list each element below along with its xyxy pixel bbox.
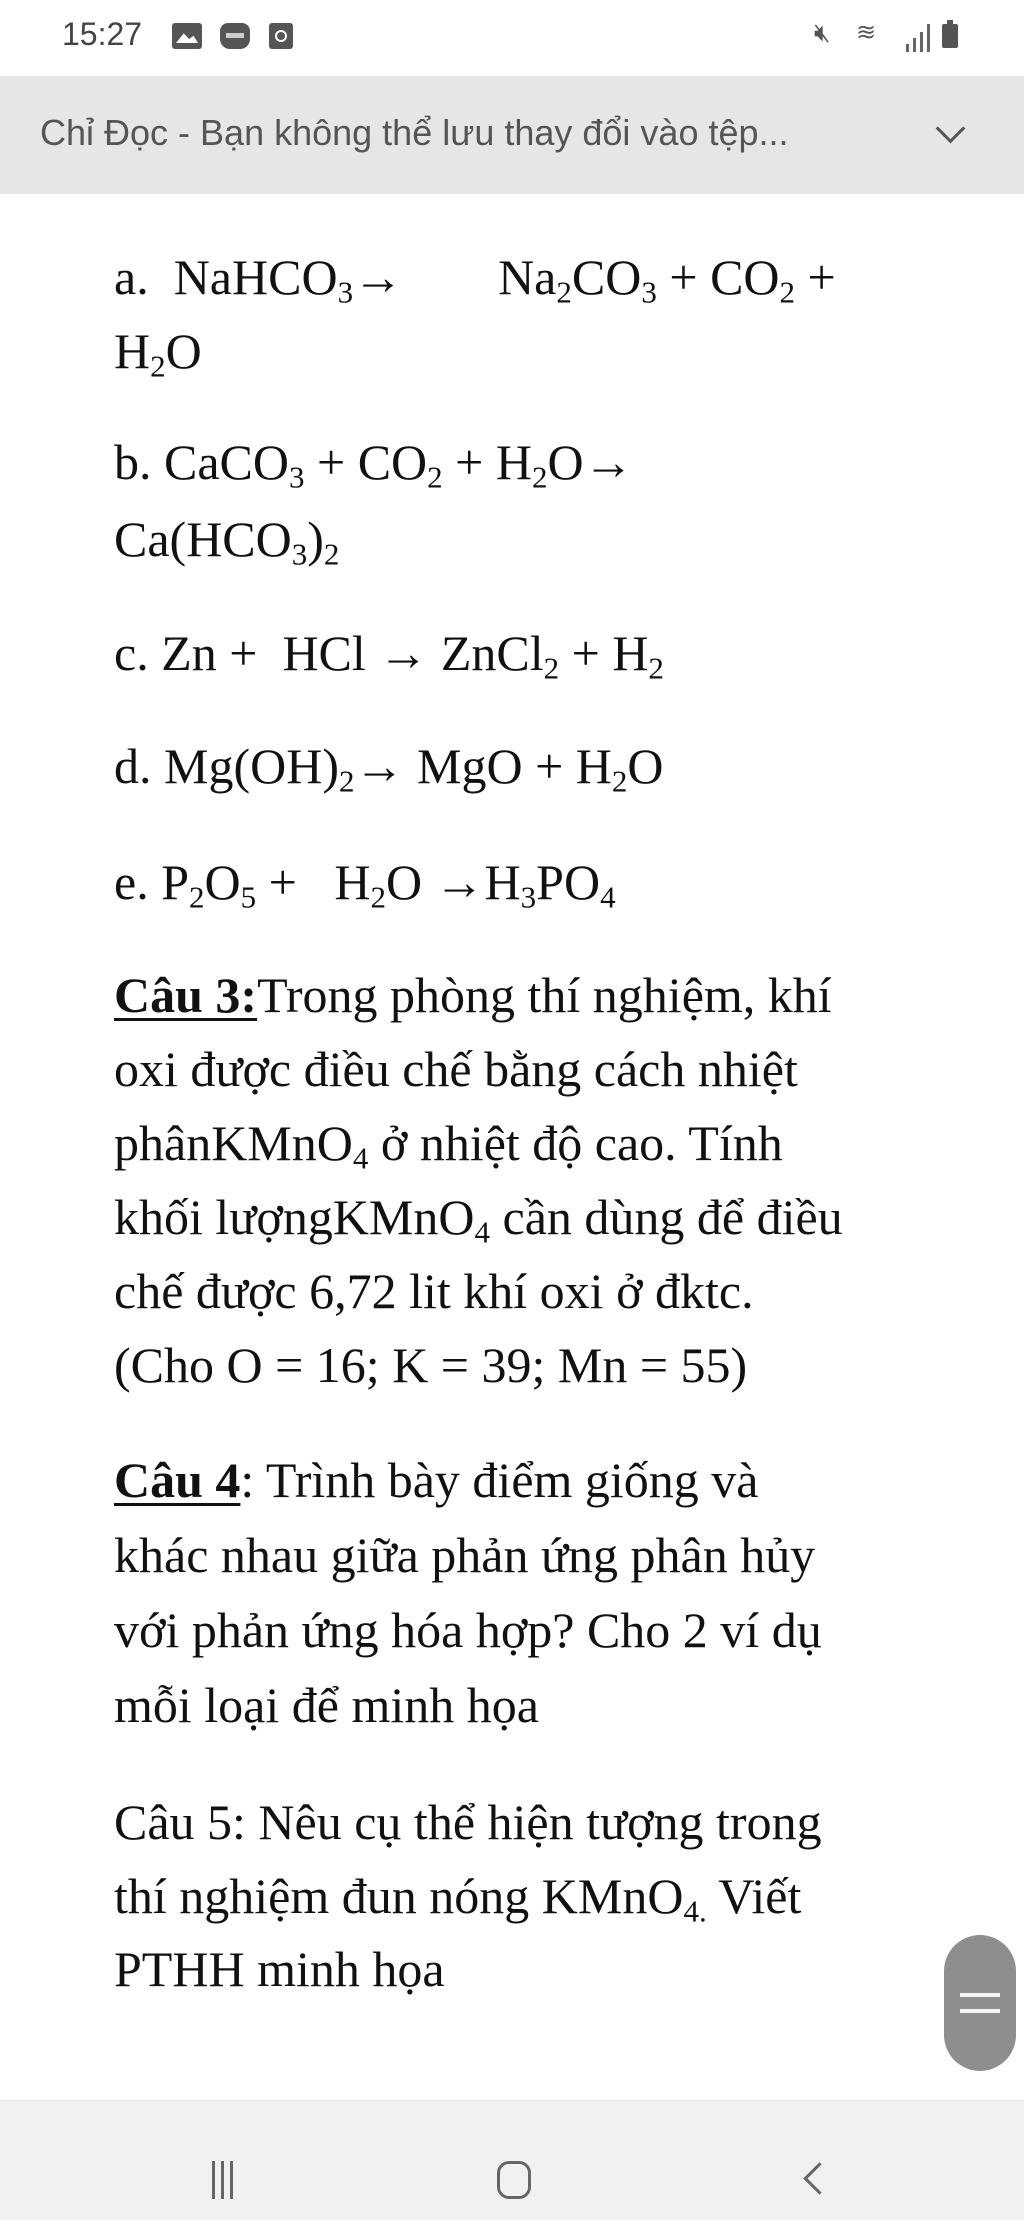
formula: O <box>627 738 664 794</box>
question-3-line5 <box>114 1254 754 1328</box>
question-text: chế được 6,72 lit khí oxi ở đktc. <box>114 1263 754 1319</box>
formula: MgO <box>416 738 523 794</box>
subscript: 2 <box>543 650 560 686</box>
formula: H <box>612 625 649 681</box>
formula: H <box>114 323 151 379</box>
subscript: 2 <box>556 274 572 310</box>
plus: + <box>229 625 258 681</box>
plus: + <box>669 249 698 305</box>
equation-a-line1 <box>114 240 836 314</box>
subscript: 2 <box>427 459 443 495</box>
question-4-line2 <box>114 1518 815 1592</box>
subscript: 4 <box>474 1214 490 1250</box>
arrow-icon: → <box>378 625 429 681</box>
formula: CaCO <box>164 434 289 490</box>
record-icon <box>269 23 293 49</box>
question-3-line4 <box>114 1180 843 1254</box>
question-5-line1 <box>114 1785 822 1859</box>
formula: CO <box>710 249 780 305</box>
question-4-line1 <box>114 1443 759 1517</box>
home-icon[interactable] <box>497 2161 531 2199</box>
question-3-line1 <box>114 958 832 1032</box>
subscript: 2 <box>648 650 664 686</box>
equation-d <box>114 729 663 803</box>
subscript: 2 <box>611 763 628 799</box>
banner-text: Chỉ Đọc - Bạn không thể lưu thay đổi vào tệp... <box>40 112 789 153</box>
recent-apps-icon[interactable] <box>212 2161 234 2201</box>
subscript: 2 <box>189 879 205 915</box>
formula: Zn <box>161 625 217 681</box>
formula: H <box>495 434 532 490</box>
equation-b-line1 <box>114 425 634 499</box>
question-text: thí nghiệm đun nóng KMnO <box>114 1868 684 1924</box>
formula: O <box>385 854 423 910</box>
equation-e <box>114 845 616 919</box>
back-icon[interactable] <box>803 2162 836 2195</box>
formula: O <box>547 434 584 490</box>
question-4-line3 <box>114 1593 822 1667</box>
question-text: : Trình bày điểm giống và <box>240 1452 759 1508</box>
question-text: ở nhiệt độ cao. Tính <box>368 1115 783 1171</box>
question-text: oxi được điều chế bằng cách nhiệt <box>114 1041 798 1097</box>
plus: + <box>535 738 564 794</box>
equation-label: b. <box>114 434 152 490</box>
subscript: 4 <box>600 879 616 915</box>
question-text: khối lượngKMnO <box>114 1189 475 1245</box>
question-text: (Cho O = 16; K = 39; Mn = 55) <box>114 1337 748 1393</box>
subscript: 4. <box>683 1893 707 1929</box>
equation-label: c. <box>114 625 149 681</box>
subscript: 2 <box>323 536 340 572</box>
formula: PO <box>536 854 601 910</box>
subscript: 3 <box>520 879 537 915</box>
chat-icon <box>220 23 250 49</box>
formula: CO <box>571 249 642 305</box>
question-3-line6 <box>114 1328 747 1402</box>
status-time: 15:27 <box>62 16 143 52</box>
question-text: Viết <box>706 1868 802 1924</box>
question-text: khác nhau giữa phản ứng phân hủy <box>114 1527 816 1583</box>
subscript: 2 <box>531 459 548 495</box>
question-text: cần dùng để điều <box>490 1189 843 1245</box>
wifi-icon: ≋ <box>856 18 877 46</box>
arrow-icon: → <box>434 854 485 910</box>
formula: CO <box>357 434 428 490</box>
plus: + <box>807 249 836 305</box>
formula: Na <box>498 249 557 305</box>
question-3-line3 <box>114 1106 783 1180</box>
plus: + <box>455 434 484 490</box>
question-4-label: Câu 4 <box>114 1452 241 1508</box>
question-text: mỗi loại để minh họa <box>114 1677 539 1733</box>
formula: HCl <box>282 625 366 681</box>
formula: ) <box>307 511 324 567</box>
equation-b-line2 <box>114 502 339 576</box>
subscript: 2 <box>338 763 355 799</box>
status-bar <box>0 0 1024 74</box>
equation-c <box>114 616 664 690</box>
equation-label: d. <box>114 738 152 794</box>
formula: H <box>334 854 371 910</box>
subscript: 5 <box>240 879 257 915</box>
equation-label: a. <box>114 249 149 305</box>
plus: + <box>571 625 600 681</box>
question-5-line3 <box>114 1932 445 2006</box>
arrow-icon: → <box>353 249 404 305</box>
subscript: 2 <box>779 274 796 310</box>
navigation-bar <box>0 2100 1024 2220</box>
question-text: PTHH minh họa <box>114 1941 445 1997</box>
subscript: 2 <box>370 879 386 915</box>
arrow-icon: → <box>354 738 405 794</box>
formula: P <box>161 854 190 910</box>
question-3-line2 <box>114 1032 798 1106</box>
question-4-line4 <box>114 1668 539 1742</box>
drag-handle-icon <box>960 1993 1000 1997</box>
formula: ZnCl <box>440 625 544 681</box>
chevron-down-icon[interactable] <box>936 114 966 144</box>
formula: H <box>484 854 521 910</box>
subscript: 3 <box>337 274 354 310</box>
formula: O <box>204 854 241 910</box>
mute-icon: 🔇︎ <box>814 18 831 48</box>
question-3-label: Câu 3: <box>114 967 258 1023</box>
formula: NaHCO <box>173 249 338 305</box>
question-text: phânKMnO <box>114 1115 353 1171</box>
subscript: 2 <box>150 348 166 384</box>
formula: O <box>165 323 202 379</box>
question-5-line2 <box>114 1859 801 1933</box>
arrow-icon: → <box>583 434 634 490</box>
drag-handle-icon <box>960 2009 1000 2013</box>
question-text: với phản ứng hóa hợp? Cho 2 ví dụ <box>114 1602 822 1658</box>
gallery-icon <box>172 23 202 49</box>
plus: + <box>268 854 297 910</box>
fast-scroll-handle[interactable] <box>944 1935 1016 2071</box>
equation-label: e. <box>114 854 149 910</box>
formula: H <box>575 738 612 794</box>
read-only-banner[interactable] <box>0 76 1024 194</box>
subscript: 3 <box>641 274 657 310</box>
formula: Ca(HCO <box>114 511 292 567</box>
plus: + <box>317 434 346 490</box>
signal-icon <box>904 22 932 52</box>
equation-a-line2 <box>114 314 202 388</box>
formula: Mg(OH) <box>164 738 339 794</box>
question-text: Trong phòng thí nghiệm, khí <box>257 967 832 1023</box>
battery-icon <box>942 24 958 48</box>
subscript: 3 <box>289 459 305 495</box>
subscript: 4 <box>352 1140 369 1176</box>
subscript: 3 <box>291 536 308 572</box>
question-text: Câu 5: Nêu cụ thể hiện tượng trong <box>114 1794 822 1850</box>
